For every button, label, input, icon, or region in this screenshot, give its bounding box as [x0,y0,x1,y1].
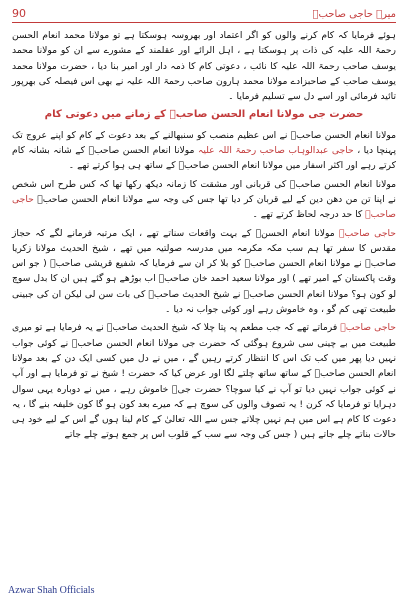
paragraph-text: ہوئے فرمایا کہ کام کرنے والوں کو اگر اعتماد اور بھروسہ ہوسکتا ہے تو مولانا محمد انعام الحسن رحمۃ اللہ علیہ کی ذات پر ہوسکتا ہے ، اہل الرائے اور عقلمند کے مشورے سے ان کو مولانا محمد یوسف صاحب رحمۃ اللہ علیہ کا نائب ، دعوتی کام کا ذمہ دار اور امیر بنا دیا ، حضرت مولانا محمد یوسف صاحب کے صاحبزادے مولانا محمد ہارون صاحب رحمۃ اللہ علیہ نے بھی اس فیصلہ کی بھرپور تائید فرمائی اور اسے دل سے تسلیم فرمایا ۔ [12,30,396,103]
highlighted-name: حاجی صاحبؒ [12,193,396,221]
paragraph-text: فرماتے تھے کہ جب مطعم پہ پتا چلا کہ شیخ الحدیث صاحبؒ نے یہ فرمایا ہے تو میری طبیعت میں بے چینی سی شروع ہوگئی کہ حضرت جی مولانا انعام الحسن صاحبؒ نے کوئی جواب نہیں دیا پھر میں کب تک اس کا انتظار کرتے رہیں گے ، میں نے دل میں کسی ایک دن کے بعد مولانا انعام الحسن صاحبؒ کے ساتھ ساتھ چلتے لگا اور عرض کیا کہ حضرت ! شیخ نے تو فرمایا ہے اور آپ نے کوئی جواب نہیں دیا تو آپ نے کیا سوچا؟ حضرت جیؒ خاموش رہے ، میں نے دوبارہ یہی سوال دہرایا تو فرمایا کہ کرن ! یہ تصوف والوں کی سوچ ہے کہ میرے بعد کون ہو گا کون خلیفہ بنے گا ، یہ دعوت کا کام ہے اس میں ہم نہیں چلاتے جس سے اللہ تعالیٰ کے کام لینا ہوں گے اس کے لیے خود ہی حالات بناتے چلے جاتے ہیں ( جس کی وجہ سے سب کے قلوب اس پر جمع ہوتے چلے جاتے [12,322,396,441]
paragraph-text: مولانا انعام الحسن صاحبؒ نے اس عظیم منصب کو سنبھالنے کے بعد دعوت کے کام کو اپنے عروج تک پہنچا دیا ، [12,129,396,157]
highlighted-name: حاجی صاحبؒ [340,322,396,334]
paragraph-text: مولانا انعام الحسن صاحبؒ کی قربانی اور مشقت کا زمانہ دیکھ رکھا تھا کہ کس طرح اس شخص نے اپنا تن من دھن دین کے لیے قربان کر دیا تھا جس کی وجہ سے مولانا انعام الحسن صاحبؒ [12,178,396,205]
page-number: 90 [12,7,26,20]
paragraph-text: کا حد درجہ لحاظ کرتے تھے ۔ [252,209,366,221]
watermark-text: Azwar Shah Officials [8,585,95,596]
section-heading: حضرت جی مولانا انعام الحسن صاحبؒ کے زمانے میں دعوتی کام [44,109,364,121]
body-paragraph [12,128,396,174]
body-paragraph [12,320,396,442]
page-body [12,28,396,580]
highlighted-name: حاجی صاحبؒ [339,227,396,239]
paragraph-text: مولانا انعام الحسن صاحبؒ کے شانہ بشانہ کام کرتے رہے اور اکثر اسفار میں مولانا انعام الحسن صاحبؒ کے ساتھ ہی ہوا کرتے تھے ۔ [12,145,396,172]
body-paragraph [12,28,396,104]
paragraph-text: مولانا انعام الحسنؒ کے بہت واقعات سناتے تھے ، ایک مرتبہ فرمانے لگے کہ حجاز مقدس کا سفر تھا ہم سب مکہ مکرمہ میں مدرسہ صولتیہ میں تھے ، شیخ الحدیث مولانا زکریا صاحبؒ نے مولانا انعام الحسن صاحبؒ کو بلا کر ان سے فرمایا کہ شفیع قریشی صاحبؒ ( جو اس وقت پاکستان کے امیر تھے ) اور مولانا سعید احمد خان صاحبؒ اب بوڑھے ہو گئے ہیں ان کا بدل سوچ لو کون ہو؟ مولانا انعام الحسن صاحبؒ نے شیخ الحدیث صاحبؒ کی بات سن لی لیکن ان کی جبینی طبیعت تھی کم گو ، وہ خاموش رہے اور کوئی جواب نہ دیا ۔ [12,227,396,316]
running-title: میرے حاجی صاحبؒ [312,9,396,20]
page-header [12,0,396,23]
body-paragraph [12,226,396,318]
highlighted-name: حاجی عبدالوہاب صاحب رحمۃ اللہ علیہ [197,145,354,157]
body-paragraph [12,177,396,223]
